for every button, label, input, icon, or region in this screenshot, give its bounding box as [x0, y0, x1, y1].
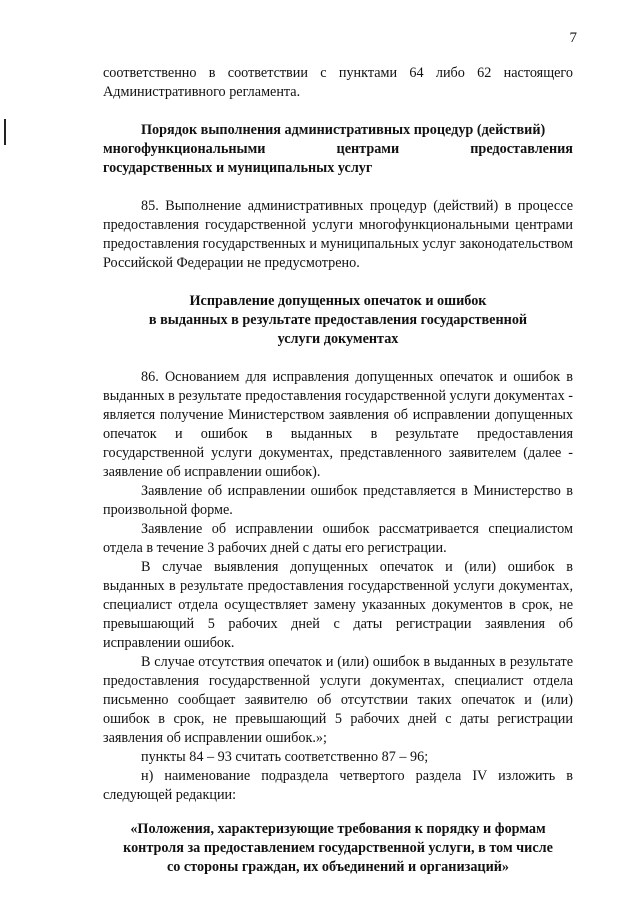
paragraph-form: Заявление об исправлении ошибок представляется в Министерство в произвольной форме.	[103, 483, 573, 518]
paragraph-85: 85. Выполнение административных процедур (действий) в процессе предоставления государственной услуги многофункциональными центрами предоставления государственных и муниципальных услуг законодательством Российской Федерации не предусмотрено.	[103, 198, 573, 271]
paragraph-errors-absent: В случае отсутствия опечаток и (или) ошибок в выданных в результате предоставления государственной услуги документах, специалист отдела письменно сообщает заявителю об отсутствии таких опечаток и (или) ошибок в срок, не превышающий 5 рабочих дней с даты регистрации заявления об исправлении ошибок.»;	[103, 654, 573, 746]
final-heading-line-2: контроля за предоставлением государственной услуги, в том числе	[123, 840, 553, 856]
paragraph-errors-found: В случае выявления допущенных опечаток и (или) ошибок в выданных в результате предоставления государственной услуги документах, специалист отдела осуществляет замену указанных документов в срок, не превышающий 5 рабочих дней с даты регистрации заявления об исправлении ошибок.	[103, 559, 573, 651]
paragraph-86: 86. Основанием для исправления допущенных опечаток и ошибок в выданных в результате предоставления государственной услуги документах - является получение Министерством заявления об исправлении допущенных опечаток и ошибок в выданных в результате предоставления государственной услуги документах, представленного заявителем (далее - заявление об исправлении ошибок).	[103, 369, 573, 480]
errors-heading-line-3: услуги документах	[277, 331, 399, 347]
paragraph-review: Заявление об исправлении ошибок рассматривается специалистом отдела в течение 3 рабочих дней с даты его регистрации.	[103, 521, 573, 556]
intro-paragraph	[103, 64, 573, 102]
errors-heading-line-1: Исправление допущенных опечаток и ошибок	[189, 293, 487, 309]
mfc-heading-line-1: Порядок выполнения административных процедур (действий)	[141, 122, 546, 138]
errors-heading-line-2: в выданных в результате предоставления государственной	[148, 312, 528, 328]
paragraph-renumber: пункты 84 – 93 считать соответственно 87 – 96;	[141, 749, 429, 765]
paragraph-item-n: н) наименование подраздела четвертого раздела IV изложить в следующей редакции:	[103, 768, 573, 803]
document-body	[103, 64, 573, 877]
final-heading-line-1: «Положения, характеризующие требования к порядку и формам	[130, 821, 546, 837]
page-number: 7	[569, 30, 577, 46]
mfc-heading-line-2: многофункциональными центрами предоставления	[103, 141, 573, 157]
final-heading-line-3: со стороны граждан, их объединений и организаций»	[166, 859, 510, 875]
mfc-section-heading	[103, 121, 573, 178]
intro-line-1: соответственно в соответствии с пунктами 64 либо 62 настоящего	[103, 65, 573, 81]
intro-line-2: Административного регламента.	[103, 84, 301, 100]
margin-mark	[4, 119, 6, 145]
errors-section-heading	[103, 292, 573, 349]
final-heading	[93, 820, 583, 877]
mfc-heading-line-3: государственных и муниципальных услуг	[103, 160, 373, 176]
